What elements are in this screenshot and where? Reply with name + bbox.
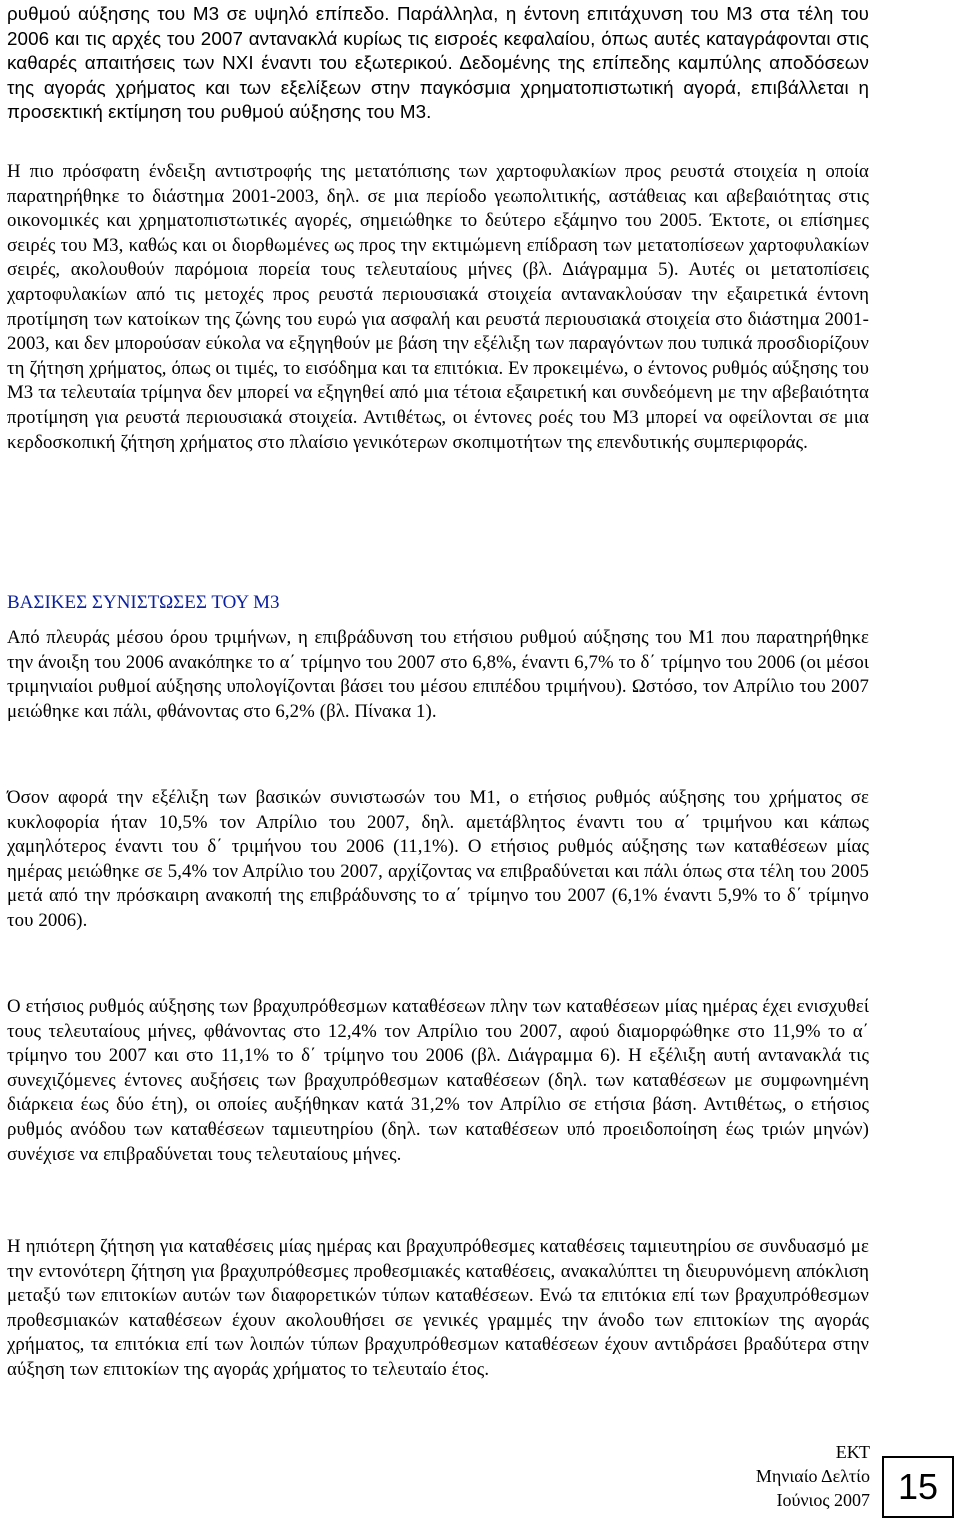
- footer-org: ΕΚΤ: [835, 1442, 870, 1462]
- page-number: 15: [897, 1466, 939, 1507]
- footer-publication: Μηνιαίο Δελτίο: [755, 1466, 870, 1486]
- paragraph-3: Από πλευράς μέσου όρου τριμήνων, η επιβράδυνση του ετήσιου ρυθμού αύξησης του Μ1 που παρατηρήθηκε την άνοιξη του 2006 ανακόπηκε το α΄ τρίμηνο του 2007 στο 6,8%, έναντι 6,7% το δ΄ τρίμηνο του 2006 (οι μέσοι τριμηνιαίοι ρυθμοί αύξησης υπολογίζονται βάσει του μέσου επιπέδου τριμήνου). Ωστόσο, τον Απρίλιο του 2007 μειώθηκε και πάλι, φθάνοντας στο 6,2% (βλ. Πίνακα 1).: [7, 627, 869, 722]
- page-number-box: [882, 1456, 954, 1518]
- page-footer: [700, 1440, 870, 1512]
- paragraph-5: Ο ετήσιος ρυθμός αύξησης των βραχυπρόθεσμων καταθέσεων πλην των καταθέσεων μίας ημέρας έχει ενισχυθεί τους τελευταίους μήνες, φθάνοντας στο 12,4% τον Απρίλιο του 2007, αφού διαμορφώθηκε στο 11,9% το α΄ τρίμηνο του 2007 και στο 11,1% το δ΄ τρίμηνο του 2006 (βλ. Διάγραμμα 6). Η εξέλιξη αυτή αντανακλά τις συνεχιζόμενες έντονες αυξήσεις των βραχυπρόθεσμων καταθέσεων (δηλ. των καταθέσεων με συμφωνημένη διάρκεια έως δύο έτη), οι οποίες αυξήθηκαν κατά 31,2% τον Απρίλιο σε ετήσια βάση. Αντιθέτως, ο ετήσιος ρυθμός ανόδου των καταθέσεων ταμιευτηρίου (δηλ. των καταθέσεων υπό προειδοποίηση έως τριών μηνών) συνέχισε να επιβραδύνεται τους τελευταίους μήνες.: [7, 996, 869, 1165]
- paragraph-6: Η ηπιότερη ζήτηση για καταθέσεις μίας ημέρας και βραχυπρόθεσμες καταθέσεις ταμιευτηρίου σε συνδυασμό με την εντονότερη ζήτηση για βραχυπρόθεσμες προθεσμιακές καταθέσεις, ανακαλύπτει τη διευρυνόμενη απόκλιση μεταξύ των επιτοκίων αυτών των διαφορετικών τύπων καταθέσεων. Ενώ τα επιτόκια επί των βραχυπρόθεσμων προθεσμιακών καταθέσεων έχουν ακολουθήσει σε γενικές γραμμές την άνοδο των επιτοκίων της αγοράς χρήματος, τα επιτόκια επί των λοιπών τύπων βραχυπρόθεσμων καταθέσεων έχουν αντιδράσει βραδύτερα στην αύξηση των επιτοκίων της αγοράς χρήματος το τελευταίο έτος.: [7, 1236, 869, 1380]
- section-heading: ΒΑΣΙΚΕΣ ΣΥΝΙΣΤΩΣΕΣ ΤΟΥ Μ3: [7, 592, 280, 613]
- paragraph-2: Η πιο πρόσφατη ένδειξη αντιστροφής της μετατόπισης των χαρτοφυλακίων προς ρευστά στοιχεία η οποία παρατηρήθηκε το διάστημα 2001-2003, δηλ. σε μια περίοδο γεωπολιτικής, αστάθειας και αβεβαιότητας στις οικονομικές και χρηματοπιστωτικές αγορές, σημειώθηκε το δεύτερο εξάμηνο του 2005. Έκτοτε, οι επίσημες σειρές του Μ3, καθώς και οι διορθωμένες ως προς την εκτιμώμενη επίδραση των μετατοπίσεων χαρτοφυλακίων σειρές, ακολουθούν παρόμοια πορεία τους τελευταίους μήνες (βλ. Διάγραμμα 5). Αυτές οι μετατοπίσεις χαρτοφυλακίων από τις μετοχές προς ρευστά περιουσιακά στοιχεία αντανακλούσαν την εξαιρετικά έντονη προτίμηση των κατοίκων της ζώνης του ευρώ για ασφαλή και ρευστά περιουσιακά στοιχεία στο διάστημα 2001-2003, και δεν μπορούσαν εύκολα να εξηγηθούν με βάση την εξέλιξη των παραγόντων που τυπικά προσδιορίζουν τη ζήτηση χρήματος, όπως οι τιμές, το εισόδημα και τα επιτόκια. Εν προκειμένω, ο έντονος ρυθμός αύξησης του Μ3 τα τελευταία τρίμηνα δεν μπορεί να εξηγηθεί από μια τέτοια εξαιρετική και συνδεόμενη με την αβεβαιότητα προτίμηση για ρευστά περιουσιακά στοιχεία. Αντιθέτως, οι έντονες ροές του Μ3 μπορεί να οφείλονται σε μια κερδοσκοπική ζήτηση χρήματος στο πλαίσιο γενικότερων σκοπιμοτήτων της επενδυτικής συμπεριφοράς.: [7, 161, 869, 453]
- paragraph-1: ρυθμού αύξησης του Μ3 σε υψηλό επίπεδο. Παράλληλα, η έντονη επιτάχυνση του Μ3 στα τέλη του 2006 και τις αρχές του 2007 αντανακλά κυρίως τις εισροές κεφαλαίου, όπως αυτές καταγράφονται στις καθαρές απαιτήσεις των ΝΧΙ έναντι του εξωτερικού. Δεδομένης της επίπεδης καμπύλης αποδόσεων της αγοράς χρήματος και των εξελίξεων στην παγκόσμια χρηματοπιστωτική αγορά, επιβάλλεται η προσεκτική εκτίμηση του ρυθμού αύξησης του Μ3.: [7, 3, 869, 123]
- footer-date: Ιούνιος 2007: [776, 1490, 870, 1510]
- paragraph-4: Όσον αφορά την εξέλιξη των βασικών συνιστωσών του Μ1, ο ετήσιος ρυθμός αύξησης του χρήματος σε κυκλοφορία ήταν 10,5% τον Απρίλιο του 2007, δηλ. αμετάβλητος έναντι του α΄ τριμήνου και κάπως χαμηλότερος έναντι του δ΄ τριμήνου του 2006 (11,1%). Ο ετήσιος ρυθμός αύξησης των καταθέσεων μίας ημέρας μειώθηκε σε 5,4% τον Απρίλιο του 2007, αρχίζοντας να επιβραδύνεται και πάλι όπως στα τέλη του 2005 μετά από την πρόσκαιρη ανακοπή της επιβράδυνσης το α΄ τρίμηνο του 2007 (6,1% έναντι 5,9% το δ΄ τρίμηνο του 2006).: [7, 787, 869, 931]
